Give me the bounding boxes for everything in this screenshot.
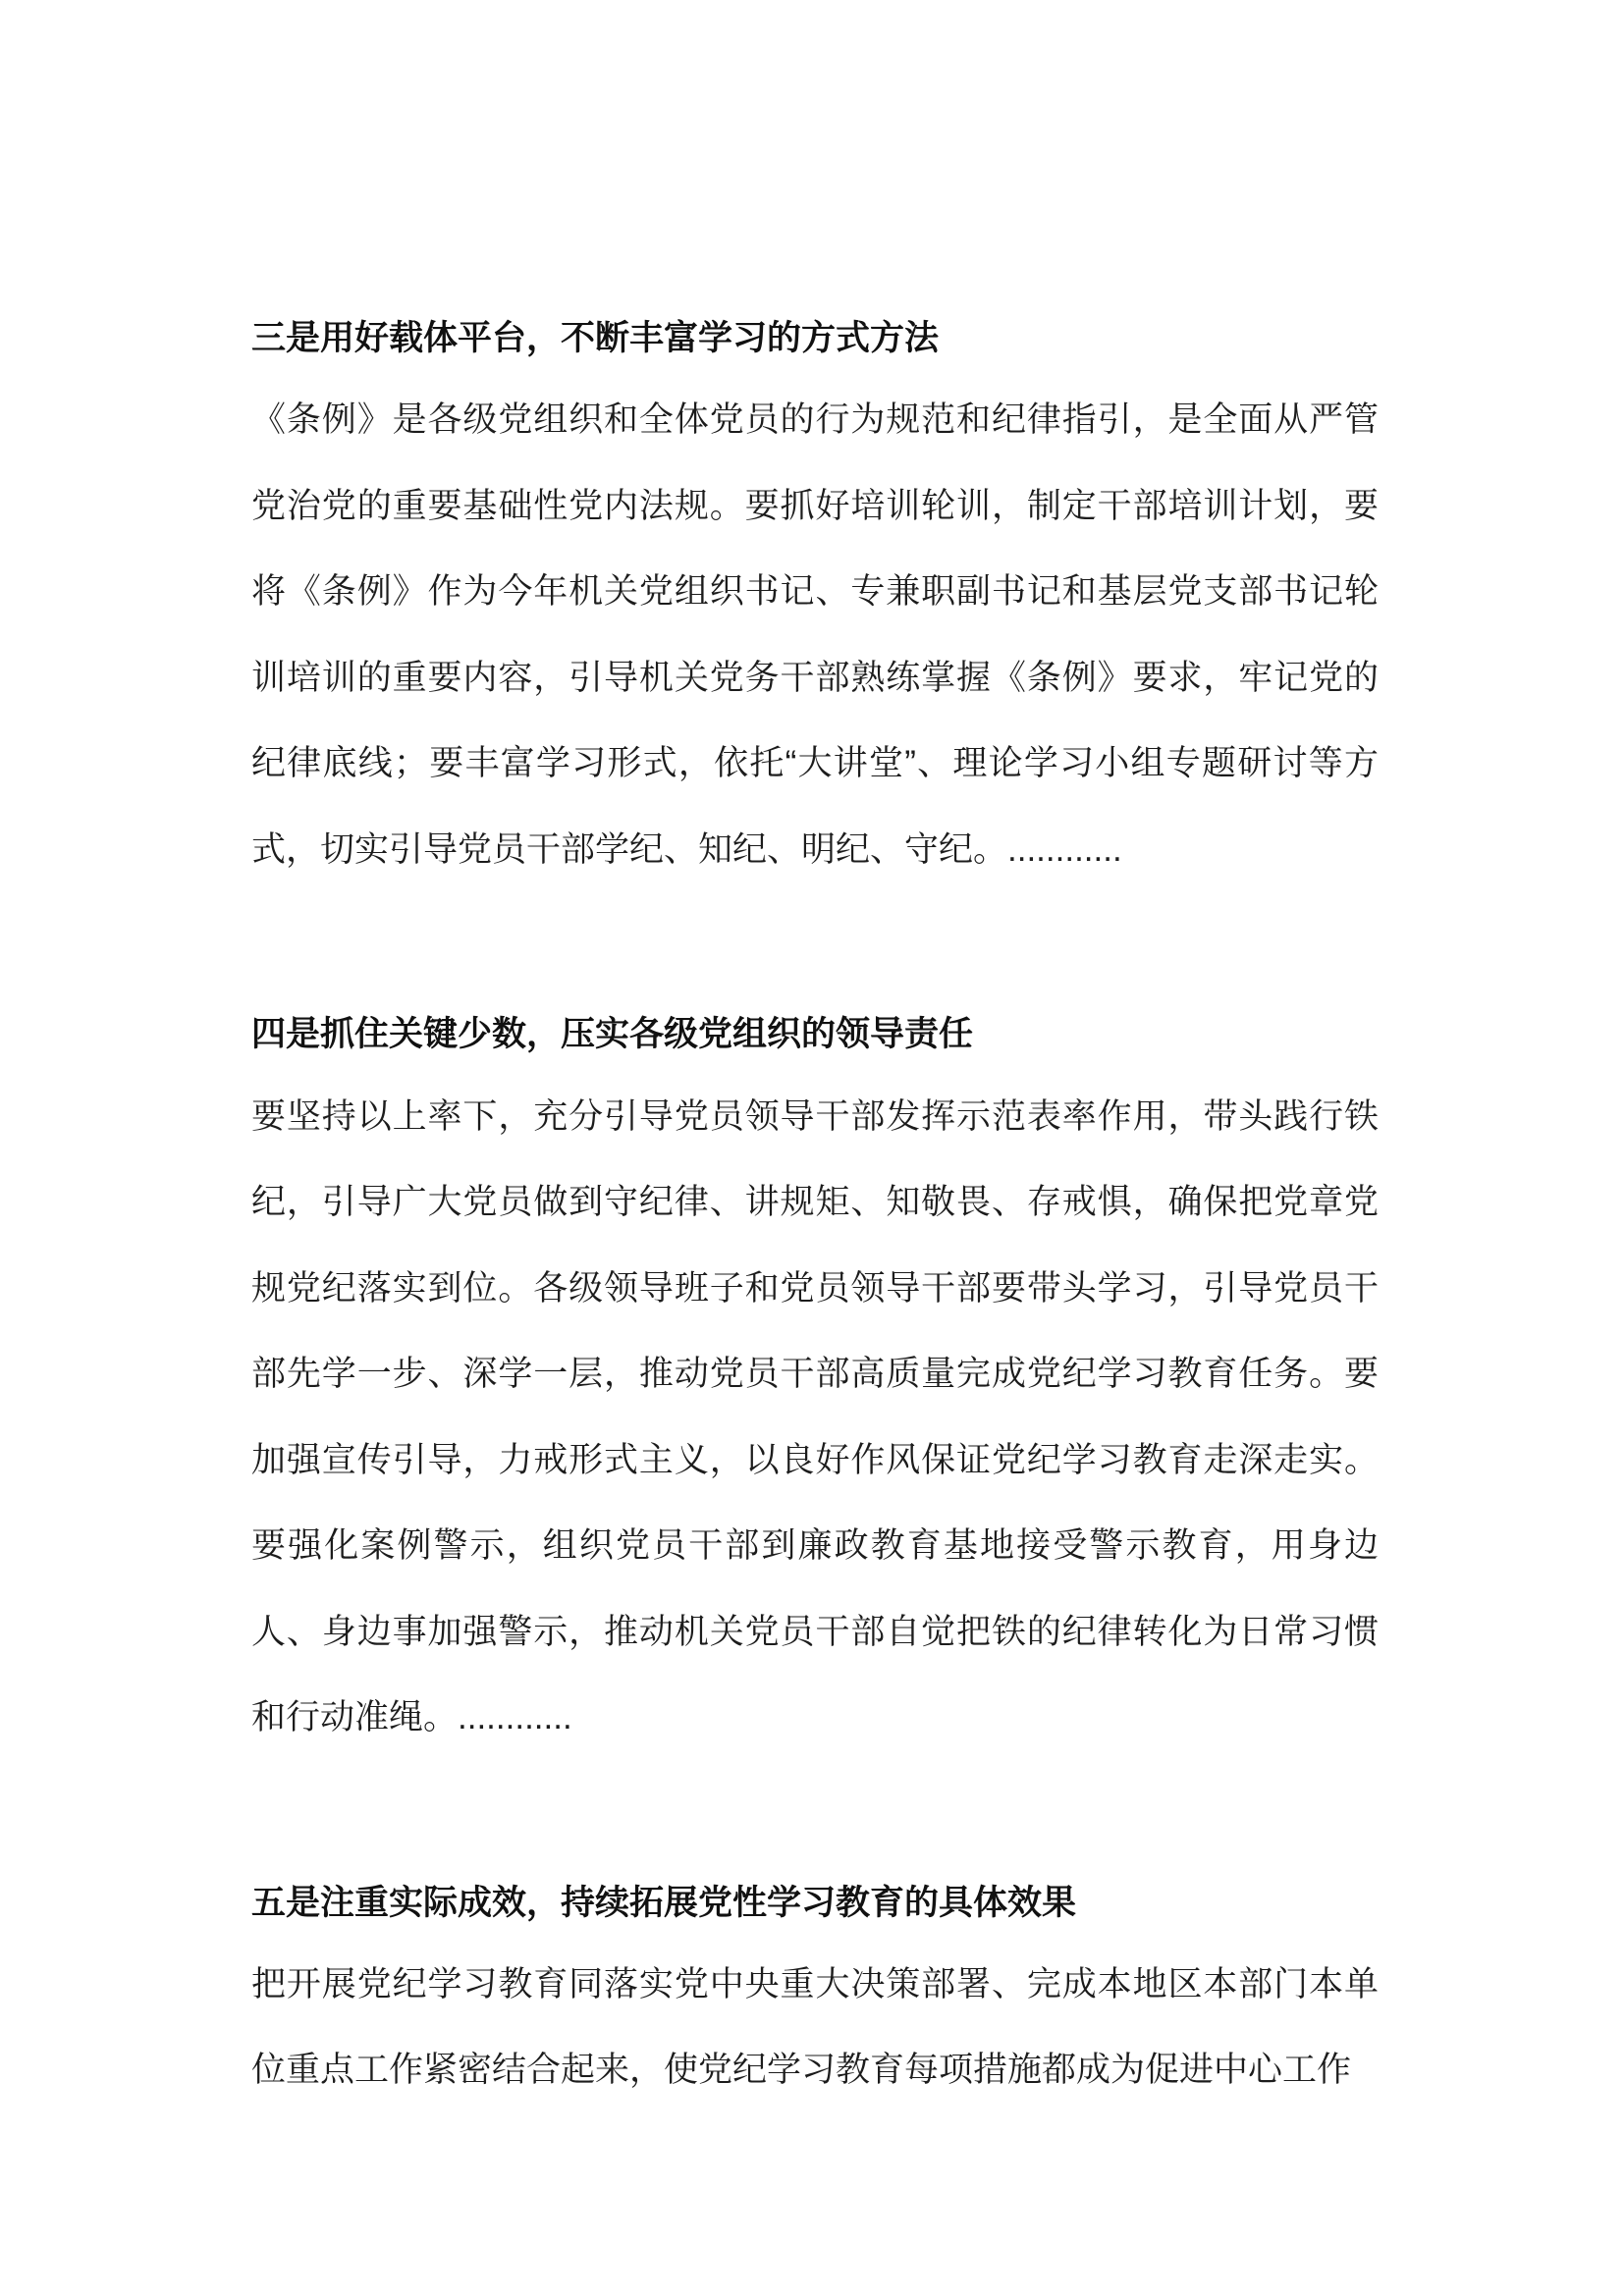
section-heading: 四是抓住关键少数，压实各级党组织的领导责任 (251, 1015, 974, 1054)
section-heading: 五是注重实际成效，持续拓展党性学习教育的具体效果 (251, 1883, 1077, 1922)
document-section-5 (251, 1877, 1379, 2113)
section-body: 要坚持以上率下，充分引导党员领导干部发挥示范表率作用，带头践行铁纪，引导广大党员做到守纪律、讲规矩、知敬畏、存戒惧，确保把党章党规党纪落实到位。各级领导班子和党员领导干部要带头学习，引导党员干部先学一步、深学一层，推动党员干部高质量完成党纪学习教育任务。要加强宣传引导，力戒形式主义，以良好作风保证党纪学习教育走深走实。要强化案例警示，组织党员干部到廉政教育基地接受警示教育，用身边人、身边事加强警示，推动机关党员干部自觉把铁的纪律转化为日常习惯和行动准绳。............ (251, 1096, 1379, 1736)
section-body: 《条例》是各级党组织和全体党员的行为规范和纪律指引，是全面从严管党治党的重要基础性党内法规。要抓好培训轮训，制定干部培训计划，要将《条例》作为今年机关党组织书记、专兼职副书记和基层党支部书记轮训培训的重要内容，引导机关党务干部熟练掌握《条例》要求，牢记党的纪律底线；要丰富学习形式，依托“大讲堂”、理论学习小组专题研讨等方式，切实引导党员干部学纪、知纪、明纪、守纪。............ (251, 400, 1379, 869)
section-body: 把开展党纪学习教育同落实党中央重大决策部署、完成本地区本部门本单位重点工作紧密结合起来，使党纪学习教育每项措施都成为促进中心工作 (251, 1964, 1379, 2090)
section-heading: 三是用好载体平台，不断丰富学习的方式方法 (251, 319, 940, 357)
document-section-4 (251, 1008, 1379, 1760)
document-section-3 (251, 312, 1379, 892)
